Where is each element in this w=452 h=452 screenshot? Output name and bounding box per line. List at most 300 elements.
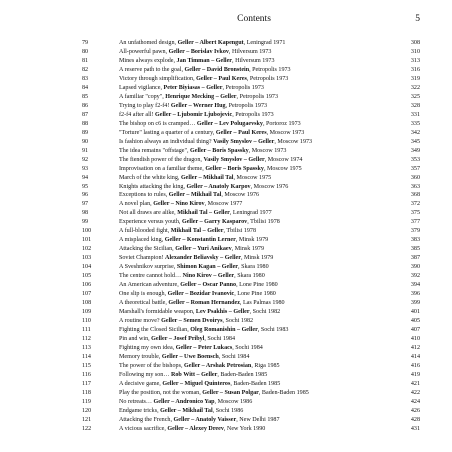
entry-number: 111 bbox=[82, 327, 91, 333]
entry-number: 80 bbox=[82, 48, 89, 55]
toc-entry bbox=[82, 326, 420, 335]
entry-title bbox=[119, 344, 390, 353]
entry-event: , Moscow 1974 bbox=[264, 156, 303, 163]
entry-players: Geller – Semen Dvoirys bbox=[161, 318, 223, 325]
entry-title bbox=[119, 165, 390, 174]
entry-title bbox=[119, 416, 390, 425]
entry-number: 96 bbox=[82, 192, 89, 199]
entry-title bbox=[119, 174, 390, 183]
entry-title bbox=[119, 93, 390, 102]
toc-entry bbox=[82, 218, 420, 227]
toc-entry bbox=[82, 191, 420, 200]
toc-entry bbox=[82, 236, 420, 245]
entry-players: Geller – Paul Keres bbox=[215, 129, 267, 136]
entry-description: Pin and win, bbox=[119, 335, 152, 342]
entry-players: Geller – Roman Hernandez bbox=[168, 300, 240, 307]
entry-number: 119 bbox=[82, 398, 91, 405]
entry-title bbox=[119, 191, 390, 200]
entry-page: 335 bbox=[410, 120, 420, 127]
toc-entry bbox=[82, 353, 420, 362]
entry-page: 349 bbox=[410, 147, 420, 154]
entry-players: Geller – Andronico Yap bbox=[153, 398, 215, 405]
entry-players: Geller – Konstantin Lerner bbox=[164, 237, 236, 244]
entry-players: Geller – Werner Hug bbox=[170, 102, 226, 109]
entry-page: 316 bbox=[410, 66, 420, 73]
entry-description: Experience versus youth, bbox=[119, 219, 182, 226]
entry-number: 112 bbox=[82, 335, 91, 342]
entry-players: Geller – Susan Polgar bbox=[202, 389, 259, 396]
entry-event: , Leningrad 1977 bbox=[229, 210, 272, 217]
entry-players: Geller – Mikhail Tal bbox=[160, 407, 213, 414]
entry-page: 421 bbox=[410, 380, 420, 387]
entry-page: 387 bbox=[410, 255, 420, 262]
toc-entry bbox=[82, 245, 420, 254]
entry-title bbox=[119, 299, 390, 308]
entry-number: 84 bbox=[82, 84, 89, 91]
toc-entry bbox=[82, 344, 420, 353]
entry-number: 102 bbox=[82, 246, 92, 253]
entry-page: 368 bbox=[410, 192, 420, 199]
entry-description: A misplaced king, bbox=[119, 237, 165, 244]
entry-event: , Skara 1980 bbox=[238, 264, 269, 271]
entry-number: 117 bbox=[82, 380, 91, 387]
toc-entry bbox=[82, 317, 420, 326]
entry-description: Play the position, not the woman, bbox=[119, 389, 203, 396]
entry-players: Oleg Romanishin – Geller bbox=[190, 327, 258, 333]
toc-entry bbox=[82, 174, 420, 183]
entry-title bbox=[119, 272, 390, 281]
toc-entry bbox=[82, 111, 420, 120]
entry-number: 121 bbox=[82, 416, 92, 423]
entry-page: 377 bbox=[410, 219, 420, 226]
entry-description: Memory trouble, bbox=[119, 353, 162, 360]
entry-event: , Baden-Baden 1985 bbox=[230, 380, 281, 387]
toc-entry bbox=[82, 254, 420, 263]
entry-event: , Riga 1985 bbox=[251, 362, 280, 369]
toc-entry bbox=[82, 371, 420, 380]
entry-event: , Moscow 1986 bbox=[214, 398, 253, 405]
entry-event: , Las Palmas 1980 bbox=[239, 300, 285, 307]
entry-number: 97 bbox=[82, 201, 89, 208]
entry-event: , Tbilisi 1978 bbox=[247, 219, 280, 226]
entry-page: 426 bbox=[410, 407, 420, 414]
entry-description: Exceptions to rules, bbox=[119, 192, 169, 199]
entry-players: Geller – Boris Spassky bbox=[190, 147, 249, 154]
page-number: 5 bbox=[415, 14, 420, 24]
entry-page: 410 bbox=[410, 335, 420, 342]
entry-event: , Petropolis 1973 bbox=[246, 75, 289, 82]
entry-page: 313 bbox=[410, 57, 420, 64]
entry-title bbox=[119, 254, 390, 263]
entry-event: , Moscow 1975 bbox=[233, 174, 272, 181]
entry-players: Geller – Bozidar Ivanovic bbox=[167, 291, 235, 298]
entry-page: 308 bbox=[410, 40, 420, 46]
entry-page: 345 bbox=[410, 138, 420, 145]
entry-players: Peter Biyiasas – Geller bbox=[163, 84, 223, 91]
entry-page: 396 bbox=[410, 291, 420, 298]
toc-entry bbox=[82, 227, 420, 236]
entry-event: , Petropolis 1973 bbox=[249, 66, 291, 73]
entry-number: 100 bbox=[82, 228, 92, 235]
entry-number: 83 bbox=[82, 75, 89, 82]
entry-page: 419 bbox=[410, 371, 420, 378]
toc-entry bbox=[82, 407, 420, 416]
entry-number: 92 bbox=[82, 156, 89, 163]
toc-entry bbox=[82, 57, 420, 66]
entry-number: 99 bbox=[82, 219, 89, 226]
entry-number: 101 bbox=[82, 237, 92, 244]
entry-players: Geller – Peter Lukacs bbox=[175, 344, 233, 351]
entry-event: , Baden-Baden 1985 bbox=[258, 389, 309, 396]
entry-event: , Sochi 1983 bbox=[257, 327, 289, 333]
entry-number: 105 bbox=[82, 273, 92, 280]
entry-title bbox=[119, 218, 390, 227]
toc-entry bbox=[82, 165, 420, 174]
toc-entry bbox=[82, 183, 420, 192]
table-of-contents bbox=[82, 39, 420, 434]
toc-entry bbox=[82, 48, 420, 57]
entry-page: 392 bbox=[410, 273, 420, 280]
entry-number: 115 bbox=[82, 362, 91, 369]
page-title: Contents bbox=[237, 14, 271, 24]
entry-event: , Minsk 1979 bbox=[240, 255, 274, 262]
entry-number: 116 bbox=[82, 371, 91, 378]
entry-players: Shimon Kagan – Geller bbox=[176, 264, 239, 271]
entry-description: A familiar "copy", bbox=[119, 93, 166, 100]
entry-event: , Lone Pine 1980 bbox=[236, 282, 278, 289]
toc-entry bbox=[82, 93, 420, 102]
toc-entry bbox=[82, 290, 420, 299]
entry-description: A theoretical battle, bbox=[119, 300, 169, 307]
entry-event: , Minsk 1979 bbox=[235, 237, 269, 244]
entry-page: 310 bbox=[410, 48, 420, 55]
entry-players: Geller – Garry Kasparov bbox=[181, 219, 248, 226]
entry-description: Attacking the French, bbox=[119, 416, 174, 423]
entry-number: 114 bbox=[82, 353, 91, 360]
entry-description: A decisive game, bbox=[119, 380, 163, 387]
entry-players: Geller – Ljubomir Ljubojevic bbox=[155, 111, 233, 118]
entry-page: 414 bbox=[410, 353, 420, 360]
entry-event: , Moscow 1975 bbox=[263, 165, 302, 172]
entry-description: A routine move? bbox=[119, 318, 162, 325]
entry-event: , Sochi 1984 bbox=[204, 335, 236, 342]
entry-title bbox=[119, 66, 390, 75]
entry-page: 383 bbox=[410, 237, 420, 244]
entry-page: 424 bbox=[410, 398, 420, 405]
entry-event: , Moscow 1973 bbox=[266, 129, 305, 136]
entry-page: 401 bbox=[410, 309, 420, 316]
entry-title bbox=[119, 200, 390, 209]
toc-entry bbox=[82, 209, 420, 218]
entry-description: Victory through simplification, bbox=[119, 75, 197, 82]
entry-title bbox=[119, 371, 390, 380]
entry-title bbox=[119, 407, 390, 416]
entry-description: The power of the bishops, bbox=[119, 362, 184, 369]
entry-title bbox=[119, 425, 390, 434]
entry-number: 98 bbox=[82, 210, 89, 217]
entry-number: 118 bbox=[82, 389, 91, 396]
entry-players: Geller – Paul Keres bbox=[196, 75, 247, 82]
entry-title bbox=[119, 39, 390, 48]
entry-description: Endgame tricks, bbox=[119, 407, 161, 414]
entry-description: A novel plan, bbox=[119, 201, 154, 208]
entry-description: Not all draws are alike, bbox=[119, 210, 178, 217]
entry-description: A Sveshnikov surprise, bbox=[119, 264, 177, 271]
entry-title bbox=[119, 48, 390, 57]
toc-entry bbox=[82, 272, 420, 281]
entry-title bbox=[119, 138, 390, 147]
entry-event: , Petropolis 1973 bbox=[232, 111, 274, 118]
entry-players: Geller – Uwe Boensch bbox=[161, 353, 219, 360]
entry-description: March of the white king, bbox=[119, 174, 181, 181]
entry-number: 85 bbox=[82, 93, 89, 100]
toc-entry bbox=[82, 200, 420, 209]
entry-description: A vicious sacrifice, bbox=[119, 425, 168, 432]
toc-entry bbox=[82, 335, 420, 344]
page-header bbox=[88, 13, 420, 25]
toc-entry bbox=[82, 281, 420, 290]
entry-event: , Baden-Baden 1985 bbox=[217, 371, 268, 378]
toc-entry bbox=[82, 138, 420, 147]
entry-page: 363 bbox=[410, 183, 420, 190]
toc-entry bbox=[82, 129, 420, 138]
entry-number: 94 bbox=[82, 174, 89, 181]
entry-page: 325 bbox=[410, 93, 420, 100]
entry-description: Fighting the Closed Sicilian, bbox=[119, 327, 191, 333]
toc-entry bbox=[82, 147, 420, 156]
entry-title bbox=[119, 227, 390, 236]
entry-event: , Sochi 1982 bbox=[222, 318, 254, 325]
entry-players: Jan Timman – Geller bbox=[176, 57, 233, 64]
toc-entry bbox=[82, 389, 420, 398]
entry-page: 428 bbox=[410, 416, 420, 423]
entry-players: Geller – Mikhail Tal bbox=[180, 174, 234, 181]
entry-page: 412 bbox=[410, 344, 420, 351]
entry-event: , Moscow 1977 bbox=[204, 201, 243, 208]
entry-description: All-powerful pawn, bbox=[119, 48, 169, 55]
entry-page: 379 bbox=[410, 228, 420, 235]
entry-event: , New Delhi 1987 bbox=[236, 416, 280, 423]
entry-event: , Skara 1980 bbox=[234, 273, 265, 280]
entry-description: The fiendish power of the dragon, bbox=[119, 156, 204, 163]
entry-number: 107 bbox=[82, 291, 92, 298]
entry-title bbox=[119, 236, 390, 245]
entry-number: 108 bbox=[82, 300, 92, 307]
entry-page: 342 bbox=[410, 129, 420, 136]
entry-page: 390 bbox=[410, 264, 420, 271]
entry-number: 91 bbox=[82, 147, 89, 154]
entry-page: 431 bbox=[410, 425, 420, 432]
entry-description: One slip is enough, bbox=[119, 291, 168, 298]
entry-title bbox=[119, 362, 390, 371]
entry-players: Geller – Mikhail Tal bbox=[168, 192, 222, 199]
entry-number: 88 bbox=[82, 120, 89, 127]
entry-page: 407 bbox=[410, 327, 420, 333]
toc-entry bbox=[82, 156, 420, 165]
entry-title bbox=[119, 111, 390, 120]
entry-page: 322 bbox=[410, 84, 420, 91]
entry-number: 81 bbox=[82, 57, 89, 64]
entry-number: 122 bbox=[82, 425, 92, 432]
entry-description: Is fashion always an individual thing? bbox=[119, 138, 214, 145]
entry-event: , Tbilisi 1978 bbox=[223, 228, 257, 235]
toc-entry bbox=[82, 263, 420, 272]
entry-description: A reserve path to the goal, bbox=[119, 66, 185, 73]
entry-page: 331 bbox=[410, 111, 420, 118]
entry-players: Geller – Arshak Petrosian bbox=[184, 362, 252, 369]
toc-entry bbox=[82, 398, 420, 407]
entry-title bbox=[119, 156, 390, 165]
entry-title bbox=[119, 209, 390, 218]
entry-page: 416 bbox=[410, 362, 420, 369]
entry-description: The bishop on c6 is cramped… bbox=[119, 120, 197, 127]
entry-event: , Moscow 1973 bbox=[248, 147, 287, 154]
entry-title bbox=[119, 353, 390, 362]
entry-page: 357 bbox=[410, 165, 420, 172]
entry-number: 93 bbox=[82, 165, 89, 172]
entry-players: Vasily Smyslov – Geller bbox=[213, 138, 275, 145]
entry-page: 353 bbox=[410, 156, 420, 163]
toc-entry bbox=[82, 75, 420, 84]
entry-event: , Sochi 1984 bbox=[218, 353, 250, 360]
entry-players: Geller – Alexey Dreev bbox=[167, 425, 224, 432]
entry-page: 372 bbox=[410, 201, 420, 208]
entry-players: Geller – Anatoly Vaisser bbox=[173, 416, 237, 423]
entry-players: Henrique Mecking – Geller bbox=[165, 93, 237, 100]
entry-event: , Petropolis 1973 bbox=[236, 93, 279, 100]
entry-page: 422 bbox=[410, 389, 420, 396]
entry-title bbox=[119, 183, 390, 192]
entry-title bbox=[119, 75, 390, 84]
entry-number: 104 bbox=[82, 264, 92, 271]
entry-event: , Petropolis 1973 bbox=[225, 102, 268, 109]
entry-number: 113 bbox=[82, 344, 91, 351]
entry-description: The centre cannot hold… bbox=[119, 273, 183, 280]
entry-number: 82 bbox=[82, 66, 89, 73]
entry-players: Mikhail Tal – Geller bbox=[170, 228, 224, 235]
entry-event: , Leningrad 1971 bbox=[243, 40, 286, 46]
entry-description: An American adventure, bbox=[119, 282, 181, 289]
entry-event: , Sochi 1982 bbox=[249, 309, 281, 316]
entry-title bbox=[119, 245, 390, 254]
entry-description: f2-f4 after all! bbox=[119, 111, 156, 118]
entry-event: , Sochi 1986 bbox=[212, 407, 244, 414]
entry-title bbox=[119, 147, 390, 156]
entry-description: A full-blooded fight, bbox=[119, 228, 171, 235]
entry-title bbox=[119, 380, 390, 389]
entry-number: 110 bbox=[82, 318, 91, 325]
toc-entry bbox=[82, 299, 420, 308]
entry-description: Knights attacking the king, bbox=[119, 183, 187, 190]
entry-players: Geller – Nino Kirov bbox=[153, 201, 205, 208]
entry-number: 95 bbox=[82, 183, 89, 190]
entry-players: Geller – Borislav Ivkov bbox=[168, 48, 229, 55]
entry-number: 120 bbox=[82, 407, 92, 414]
entry-event: , Moscow 1976 bbox=[221, 192, 260, 199]
toc-entry bbox=[82, 416, 420, 425]
entry-title bbox=[119, 290, 390, 299]
entry-players: Lev Psakhis – Geller bbox=[195, 309, 250, 316]
entry-players: Geller – Miguel Quinteros bbox=[162, 380, 231, 387]
entry-description: Lapsed vigilance, bbox=[119, 84, 164, 91]
entry-number: 103 bbox=[82, 255, 92, 262]
entry-event: , Sochi 1984 bbox=[232, 344, 263, 351]
entry-number: 89 bbox=[82, 129, 89, 136]
entry-event: , Minsk 1979 bbox=[231, 246, 265, 253]
entry-description: Attacking the Sicilian, bbox=[119, 246, 176, 253]
toc-entry bbox=[82, 84, 420, 93]
entry-players: Geller – Yuri Anikaev bbox=[175, 246, 232, 253]
entry-description: The idea remains "offstage", bbox=[119, 147, 191, 154]
toc-entry bbox=[82, 380, 420, 389]
entry-event: , New York 1990 bbox=[223, 425, 266, 432]
entry-event: , Lone Pine 1980 bbox=[234, 291, 276, 298]
entry-title bbox=[119, 129, 390, 138]
entry-number: 106 bbox=[82, 282, 92, 289]
entry-event: , Petropolis 1973 bbox=[222, 84, 264, 91]
entry-event: , Moscow 1973 bbox=[274, 138, 313, 145]
toc-entry bbox=[82, 425, 420, 434]
entry-number: 86 bbox=[82, 102, 89, 109]
entry-description: "Torture" lasting a quarter of a century, bbox=[119, 129, 216, 136]
entry-title bbox=[119, 398, 390, 407]
entry-title bbox=[119, 120, 390, 129]
entry-title bbox=[119, 281, 390, 290]
toc-entry bbox=[82, 102, 420, 111]
toc-entry bbox=[82, 120, 420, 129]
entry-title bbox=[119, 326, 390, 335]
toc-entry bbox=[82, 308, 420, 317]
entry-players: Geller – David Bronstein bbox=[184, 66, 250, 73]
entry-number: 90 bbox=[82, 138, 89, 145]
entry-description: Following my son… bbox=[119, 371, 171, 378]
entry-players: Vasily Smyslov – Geller bbox=[203, 156, 265, 163]
entry-players: Nino Kirov – Geller bbox=[182, 273, 235, 280]
entry-event: , Hilversum 1973 bbox=[232, 57, 275, 64]
entry-players: Geller – Josef Pribyl bbox=[151, 335, 205, 342]
entry-page: 319 bbox=[410, 75, 420, 82]
entry-players: Mikhail Tal – Geller bbox=[177, 210, 230, 217]
entry-page: 399 bbox=[410, 300, 420, 307]
entry-players: Rob Witt – Geller bbox=[170, 371, 218, 378]
entry-event: , Portoroz 1973 bbox=[262, 120, 301, 127]
entry-title bbox=[119, 335, 390, 344]
entry-description: Fighting my own idea, bbox=[119, 344, 176, 351]
entry-event: , Moscow 1976 bbox=[250, 183, 289, 190]
entry-page: 385 bbox=[410, 246, 420, 253]
entry-title bbox=[119, 308, 390, 317]
entry-title bbox=[119, 389, 390, 398]
entry-number: 87 bbox=[82, 111, 89, 118]
entry-page: 394 bbox=[410, 282, 420, 289]
entry-event: , Hilversum 1973 bbox=[228, 48, 272, 55]
entry-title bbox=[119, 84, 390, 93]
entry-players: Alexander Beliavsky – Geller bbox=[165, 255, 241, 262]
entry-players: Geller – Anatoly Karpov bbox=[186, 183, 251, 190]
entry-players: Geller – Boris Spassky bbox=[205, 165, 264, 172]
entry-description: Mines always explode, bbox=[119, 57, 177, 64]
entry-description: Marshall's formidable weapon, bbox=[119, 309, 196, 316]
entry-description: Soviet Champion! bbox=[119, 255, 166, 262]
entry-page: 375 bbox=[410, 210, 420, 217]
entry-title bbox=[119, 263, 390, 272]
entry-title bbox=[119, 317, 390, 326]
entry-page: 360 bbox=[410, 174, 420, 181]
toc-entry bbox=[82, 66, 420, 75]
entry-title bbox=[119, 57, 390, 66]
entry-number: 109 bbox=[82, 309, 92, 316]
entry-description: Improvisation on a familiar theme, bbox=[119, 165, 206, 172]
